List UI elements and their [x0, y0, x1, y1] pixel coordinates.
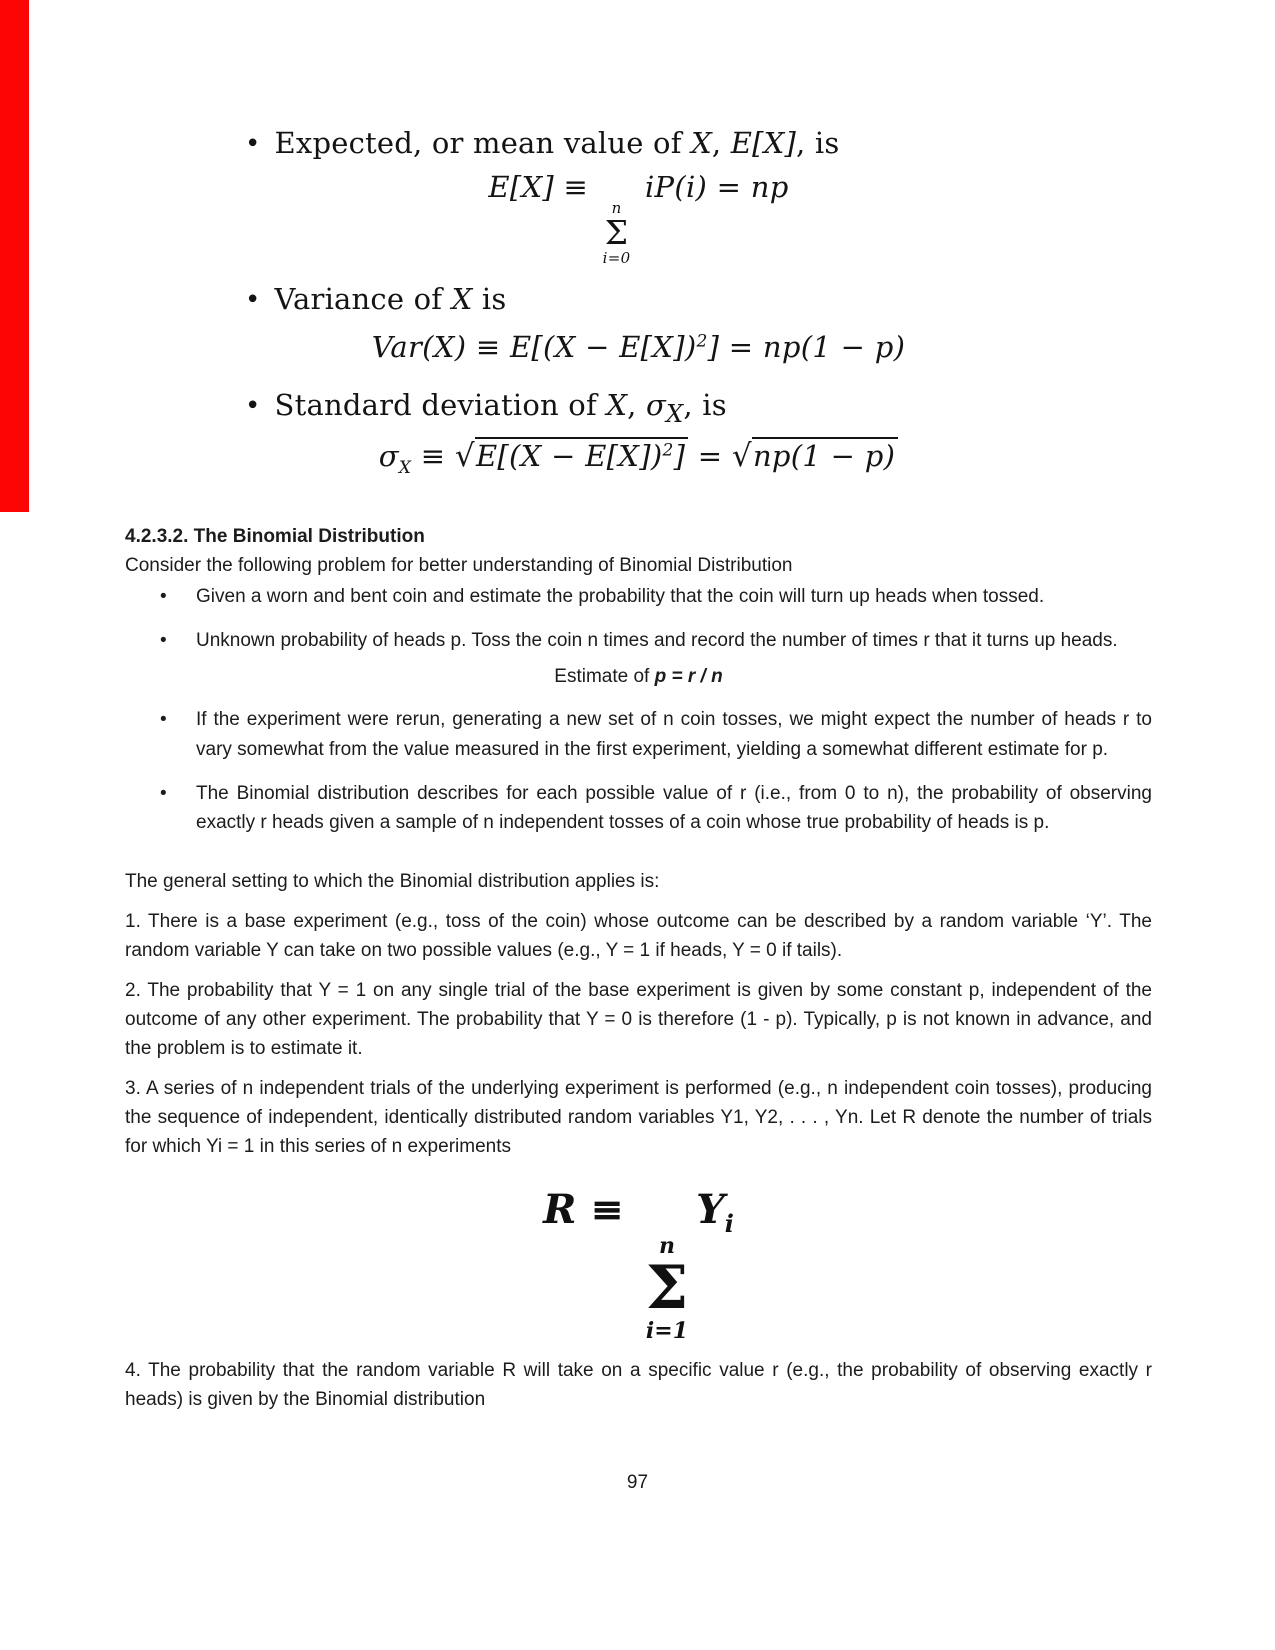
exponent: 2 [696, 330, 708, 351]
math-segment: ] [673, 439, 686, 474]
subscript: i [724, 1209, 734, 1239]
bullet-marker: • [160, 586, 167, 608]
math-segment: ] = np(1 − p) [707, 329, 906, 364]
math-segment: , is [796, 126, 840, 160]
math-segment: X [691, 126, 712, 160]
sum-upper-limit: n [611, 198, 622, 217]
formula-expected-value [125, 170, 1152, 266]
bullet-marker: • [160, 709, 167, 731]
estimate-line [125, 662, 1152, 691]
section-intro: Consider the following problem for better understanding of Binomial Distribution [125, 555, 793, 577]
summation [602, 198, 631, 267]
bullet-variance-line [245, 282, 1152, 316]
subscript: X [398, 458, 412, 479]
bullet-expected-line [245, 126, 1152, 160]
sum-lower-limit: i=0 [602, 248, 631, 267]
math-segment: Standard deviation of [274, 387, 607, 422]
binomial-section [125, 522, 1152, 1414]
bullet-marker: • [160, 782, 167, 804]
list-item [125, 582, 1152, 611]
math-segment: , [711, 126, 731, 160]
math-segment: X [606, 387, 628, 422]
section-heading: 4.2.3.2. The Binomial Distribution [125, 526, 425, 548]
math-segment: = [688, 439, 732, 474]
sqrt-icon: √ [731, 438, 752, 475]
math-segment: Expected, or mean value of [274, 126, 692, 160]
numbered-item-4: 4. The probability that the random variable R will take on a specific value r (e.g., the probability of observing exactly r heads) is given by the Binomial distribution [125, 1360, 1152, 1411]
bullet-stddev-line [245, 388, 1152, 428]
sum-upper-limit: n [658, 1233, 675, 1260]
numbered-item-3: 3. A series of n independent trials of the underlying experiment is performed (e.g., n independent coin tosses), producing the sequence of independent, identically distributed random variables Y1, Y2, . . . , Yn. Let R denote the number of trials for which Yi = 1 in this series of n experiments [125, 1078, 1152, 1158]
estimate-label: Estimate of [554, 666, 655, 688]
numbered-item-2: 2. The probability that Y = 1 on any single trial of the base experiment is given by some constant p, independent of the outcome of any other experiment. The probability that Y = 0 is therefore (1 - p). Typically, p is not known in advance, and the problem is to estimate it. [125, 979, 1152, 1060]
math-segment: , [627, 387, 647, 422]
estimate-expression: p = r / n [654, 666, 723, 688]
math-segment: is [472, 281, 507, 316]
sigma-sum-icon: Σ [645, 1253, 689, 1324]
bullet-text: The Binomial distribution describes for each possible value of r (i.e., from 0 to n), the probability of observing exactly r heads given a sample of n independent tosses of a coin whose true probability of heads is p. [196, 782, 1152, 833]
math-segment: Y [696, 1186, 725, 1234]
math-section [125, 0, 1152, 478]
exponent: 2 [662, 440, 674, 461]
bullet-marker: • [160, 630, 167, 652]
math-segment: σ [646, 387, 667, 422]
bullet-text: If the experiment were rerun, generating a new set of n coin tosses, we might expect the number of heads r to vary somewhat from the value measured in the first experiment, yielding a somewhat different estimate for p. [196, 709, 1152, 760]
red-margin-bar [0, 0, 29, 512]
math-segment: iP(i) = np [635, 170, 789, 204]
bullet-variance-text [275, 282, 507, 316]
math-segment: Variance of [274, 281, 452, 316]
summation [645, 1233, 689, 1345]
sum-lower-limit: i=1 [645, 1318, 689, 1345]
r-sum-formula [125, 1179, 1152, 1345]
math-segment: E[X] ≡ [488, 170, 598, 204]
bullet-marker: • [245, 390, 261, 421]
math-segment: , is [683, 387, 727, 422]
bullet-marker: • [245, 129, 261, 159]
math-segment: E[X] [730, 126, 797, 160]
bullet-list [125, 582, 1152, 836]
math-segment: σ [378, 439, 399, 474]
formula-variance [125, 330, 1152, 364]
bullet-text: Given a worn and bent coin and estimate the probability that the coin will turn up heads when tossed. [196, 586, 1045, 608]
radicand [475, 437, 688, 473]
list-item [125, 705, 1152, 763]
bullet-stddev-text [274, 387, 727, 428]
math-segment: Var(X) ≡ E[(X − E[X]) [371, 329, 697, 364]
formula-stddev [125, 437, 1152, 478]
bullet-marker: • [245, 284, 261, 315]
general-setting-block [125, 867, 1152, 1415]
list-item [125, 626, 1152, 655]
math-segment: R ≡ [543, 1186, 638, 1234]
math-segment: X [451, 281, 473, 316]
page-number: 97 [626, 1472, 649, 1493]
bullet-text: Unknown probability of heads p. Toss the coin n times and record the number of times r that it turns up heads. [196, 630, 1118, 652]
list-item [125, 779, 1152, 837]
math-segment: ≡ [411, 439, 455, 474]
numbered-item-1: 1. There is a base experiment (e.g., toss of the coin) whose outcome can be described by a random variable ‘Y’. The random variable Y can take on two possible values (e.g., Y = 1 if heads, Y = 0 if tails). [125, 910, 1152, 961]
general-intro: The general setting to which the Binomial distribution applies is: [125, 870, 660, 892]
radicand: np(1 − p) [752, 437, 898, 473]
sqrt-icon: √ [454, 438, 475, 475]
math-segment: E[(X − E[X]) [475, 439, 663, 474]
sigma-sum-icon: Σ [604, 212, 629, 252]
subscript: X [666, 399, 684, 428]
bullet-expected-text [275, 126, 840, 160]
